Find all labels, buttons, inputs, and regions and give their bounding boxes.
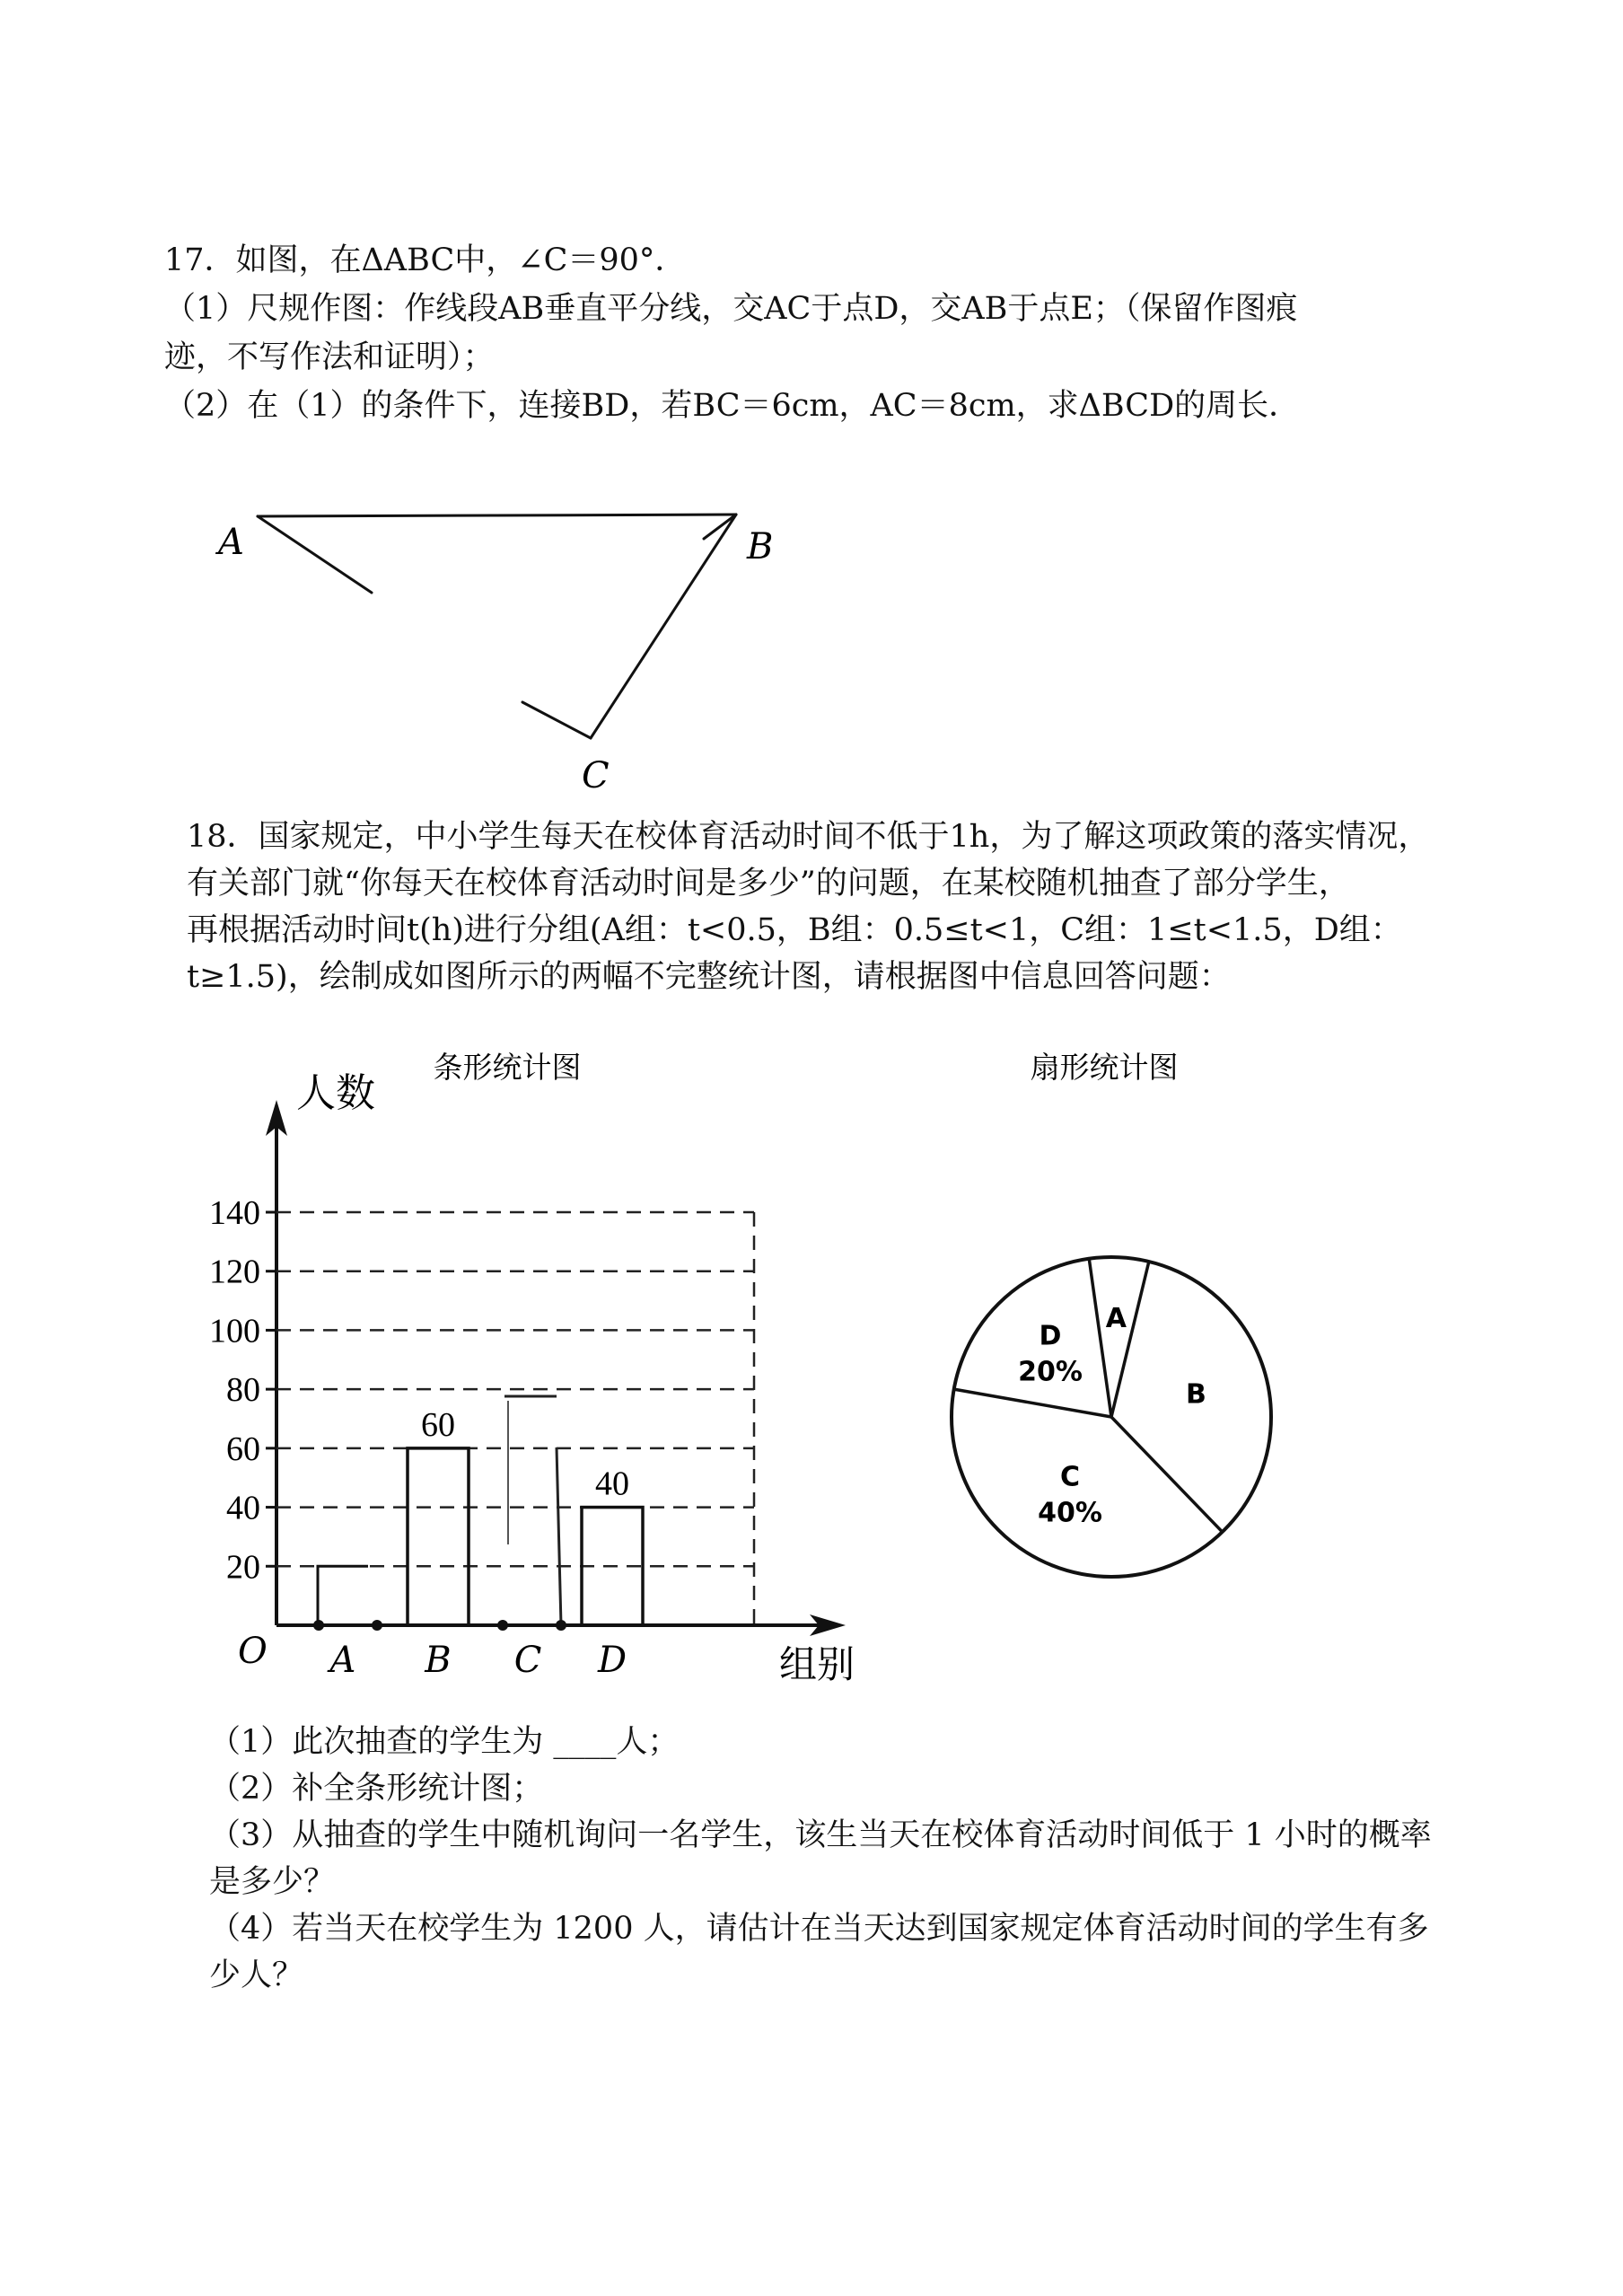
y-tick-label: 120 bbox=[209, 1253, 260, 1291]
q18-line3: 再根据活动时间t(h)进行分组(A组：t<0.5，B组：0.5≤t<1，C组：1≤t<1.5，D组： bbox=[187, 912, 1402, 948]
q18-question-3: （3）从抽查的学生中随机询问一名学生，该生当天在校体育活动时间低于 1 小时的概率 bbox=[209, 1817, 1432, 1853]
q18-question-4: （4）若当天在校学生为 1200 人，请估计在当天达到国家规定体育活动时间的学生有多 bbox=[209, 1911, 1429, 1947]
x-tick-label-C: C bbox=[513, 1640, 542, 1681]
y-tick-label: 40 bbox=[226, 1489, 260, 1527]
y-tick-label: 140 bbox=[209, 1194, 260, 1232]
sketch-line-right bbox=[557, 1447, 561, 1625]
axis-dot bbox=[372, 1620, 382, 1631]
bar-chart-title: 条形统计图 bbox=[433, 1050, 582, 1085]
bar-B bbox=[408, 1448, 469, 1625]
x-tick-label-D: D bbox=[597, 1640, 627, 1681]
q18-line1: 18．国家规定，中小学生每天在校体育活动时间不低于1h，为了解这项政策的落实情况， bbox=[187, 819, 1430, 855]
x-tick-label-A: A bbox=[329, 1640, 356, 1681]
y-tick-label: 20 bbox=[226, 1548, 260, 1587]
y-tick-label: 60 bbox=[226, 1430, 260, 1468]
pie-slice-percent-D: 20% bbox=[1018, 1356, 1083, 1388]
q18-question-3-cont: 是多少？ bbox=[209, 1864, 336, 1900]
q17-part1-line1: （1）尺规作图：作线段AB垂直平分线，交AC于点D，交AB于点E；（保留作图痕 bbox=[164, 291, 1298, 327]
label-c: C bbox=[582, 755, 610, 796]
q18-question-1: （1）此次抽查的学生为 ____人； bbox=[209, 1724, 680, 1760]
y-tick-label: 80 bbox=[226, 1371, 260, 1410]
x-axis-label: 组别 bbox=[779, 1642, 855, 1686]
bar-label-D: 40 bbox=[595, 1465, 629, 1503]
y-tick-label: 100 bbox=[209, 1312, 260, 1350]
q17-part2: （2）在（1）的条件下，连接BD，若BC＝6cm，AC＝8cm，求ΔBCD的周长． bbox=[164, 388, 1301, 424]
origin-label: O bbox=[238, 1631, 268, 1672]
pie-radius-0 bbox=[1089, 1259, 1111, 1417]
q17-stem: 17．如图，在ΔABC中，∠C＝90°． bbox=[164, 242, 687, 278]
q18-question-2: （2）补全条形统计图； bbox=[209, 1771, 544, 1807]
pie-slice-label-A: A bbox=[1105, 1302, 1127, 1334]
pie-radius-1 bbox=[1111, 1262, 1149, 1417]
x-tick-label-B: B bbox=[425, 1640, 452, 1681]
y-axis-label: 人数 bbox=[296, 1070, 375, 1116]
pie-slice-label-D: D bbox=[1039, 1320, 1062, 1352]
pie-slice-percent-C: 40% bbox=[1038, 1497, 1102, 1529]
q18-line4: t≥1.5)，绘制成如图所示的两幅不完整统计图，请根据图中信息回答问题： bbox=[187, 959, 1231, 995]
pie-radius-3 bbox=[954, 1389, 1111, 1417]
bar-label-B: 60 bbox=[421, 1405, 455, 1444]
q18-question-4-cont: 少人？ bbox=[209, 1957, 304, 1993]
pie-slice-label-B: B bbox=[1186, 1378, 1206, 1411]
q17-part1-line2: 迹，不写作法和证明）； bbox=[164, 339, 495, 375]
bar-A bbox=[318, 1566, 368, 1625]
axis-dot bbox=[313, 1620, 324, 1631]
label-b: B bbox=[747, 526, 774, 567]
pie-slice-label-C: C bbox=[1060, 1461, 1081, 1493]
pie-chart-title: 扇形统计图 bbox=[1030, 1050, 1179, 1085]
axis-dot bbox=[556, 1620, 566, 1631]
label-a: A bbox=[218, 522, 244, 563]
axis-dot bbox=[497, 1620, 508, 1631]
q18-line2: 有关部门就“你每天在校体育活动时间是多少”的问题，在某校随机抽查了部分学生， bbox=[187, 866, 1350, 902]
pie-radius-2 bbox=[1111, 1417, 1223, 1532]
